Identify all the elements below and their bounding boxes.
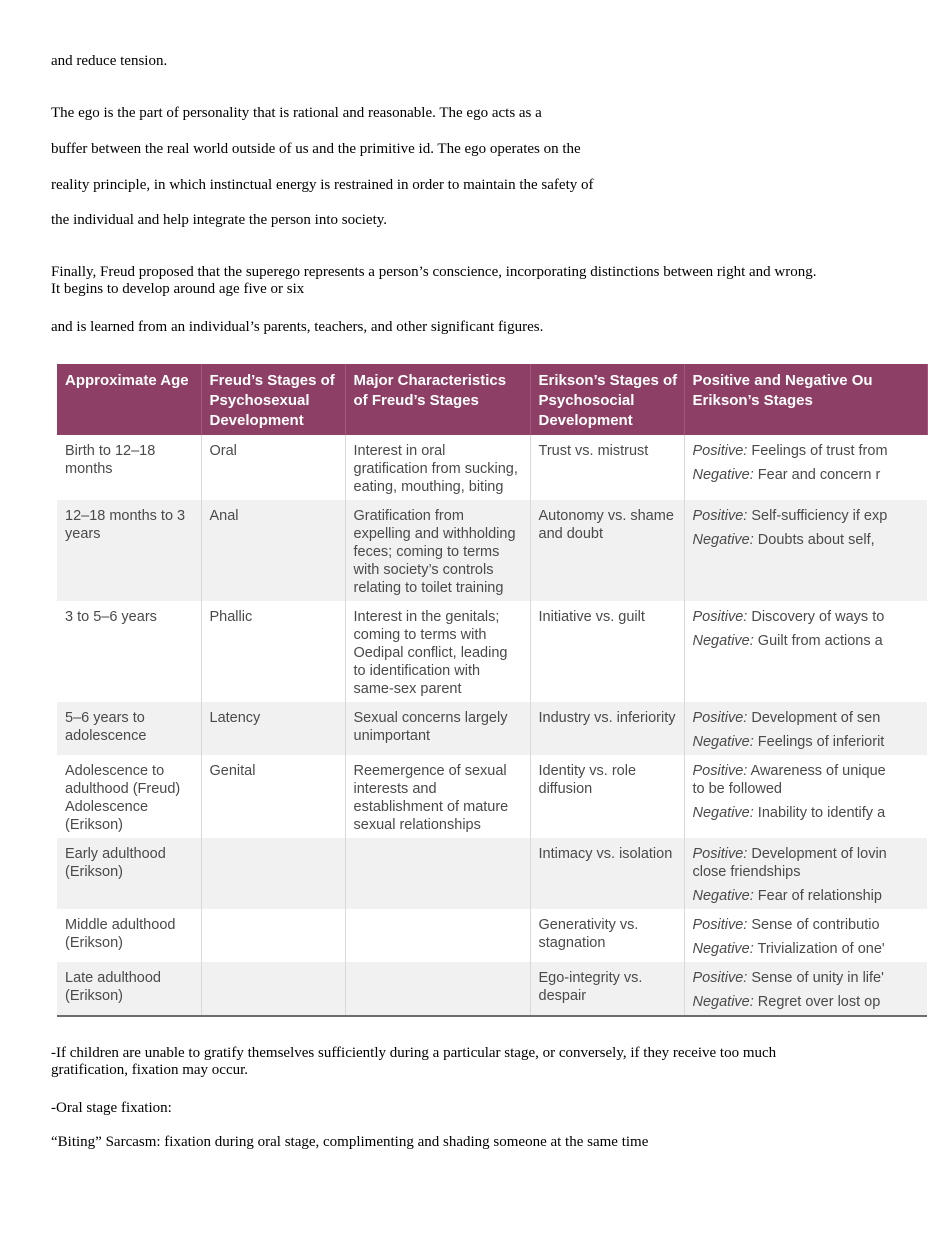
negative-text: Feelings of inferiorit (753, 734, 885, 750)
paragraph-text: -If children are unable to gratify themselves sufficiently during a particular stage, or conversely, if they receive too much gratification, fixation may occur. (51, 1045, 777, 1078)
positive-label: Positive: (692, 508, 748, 524)
outcomes-cell (684, 500, 927, 601)
age-cell: 3 to 5–6 years (57, 601, 201, 702)
negative-label: Negative: (692, 805, 754, 821)
outcomes-cell (684, 435, 927, 500)
freud-stage-cell: Latency (201, 702, 345, 755)
age-cell: Late adulthood (Erikson) (57, 962, 201, 1016)
positive-text: Development of sen (747, 710, 881, 726)
erikson-stage-cell: Autonomy vs. shame and doubt (530, 500, 684, 601)
outcomes-cell (684, 702, 927, 755)
positive-text: Feelings of trust from (747, 443, 888, 459)
negative-label: Negative: (692, 888, 754, 904)
age-cell: 5–6 years to adolescence (57, 702, 201, 755)
paragraph-text: and is learned from an individual’s parents, teachers, and other significant figures. (51, 319, 544, 335)
header-cell: Erikson’s Stages of Psychosocial Development (530, 364, 684, 435)
characteristics-cell: Gratification from expelling and withholding feces; coming to terms with society’s controls relating to toilet training (345, 500, 530, 601)
positive-text: Sense of unity in life' (747, 970, 884, 986)
header-cell: Approximate Age (57, 364, 201, 435)
characteristics-cell: Reemergence of sexual interests and establishment of mature sexual relationships (345, 755, 530, 838)
characteristics-cell (345, 909, 530, 962)
negative-label: Negative: (692, 994, 754, 1010)
freud-stage-cell: Oral (201, 435, 345, 500)
characteristics-cell (345, 962, 530, 1016)
freud-stage-cell: Anal (201, 500, 345, 601)
positive-text: Discovery of ways to (747, 609, 885, 625)
negative-text: Guilt from actions a (753, 633, 883, 649)
table-row (57, 601, 927, 702)
paragraph-text: Finally, Freud proposed that the superego represents a person’s conscience, incorporating distinctions between right and wrong. It begins to develop around age five or six (51, 264, 817, 297)
stages-table (57, 364, 928, 1017)
paragraph-text: and reduce tension. (51, 53, 168, 69)
erikson-stage-cell: Trust vs. mistrust (530, 435, 684, 500)
paragraph-text: -Oral stage fixation: (51, 1100, 172, 1116)
negative-text: Trivialization of one' (753, 941, 885, 957)
paragraph-text: “Biting” Sarcasm: fixation during oral stage, complimenting and shading someone at the same time (51, 1134, 649, 1150)
outcomes-cell (684, 601, 927, 702)
erikson-stage-cell: Initiative vs. guilt (530, 601, 684, 702)
positive-label: Positive: (692, 917, 748, 933)
negative-text: Inability to identify a (753, 805, 886, 821)
positive-text: Awareness of unique (747, 763, 886, 779)
negative-text: Regret over lost op (753, 994, 881, 1010)
header-cell: Positive and Negative Ou Erikson’s Stages (684, 364, 927, 435)
paragraph-text: the individual and help integrate the person into society. (51, 212, 388, 228)
negative-label: Negative: (692, 467, 754, 483)
positive-label: Positive: (692, 970, 748, 986)
table-row (57, 962, 927, 1016)
table-header-row (57, 364, 927, 435)
table-row (57, 909, 927, 962)
age-cell: Early adulthood (Erikson) (57, 838, 201, 909)
age-cell: Adolescence to adulthood (Freud) Adolescence (Erikson) (57, 755, 201, 838)
erikson-stage-cell: Intimacy vs. isolation (530, 838, 684, 909)
age-cell: 12–18 months to 3 years (57, 500, 201, 601)
freud-stage-cell (201, 909, 345, 962)
negative-text: Fear and concern r (753, 467, 881, 483)
freud-stage-cell: Genital (201, 755, 345, 838)
freud-stage-cell: Phallic (201, 601, 345, 702)
negative-label: Negative: (692, 734, 754, 750)
paragraph-text: buffer between the real world outside of us and the primitive id. The ego operates on the (51, 141, 581, 157)
table-row (57, 755, 927, 838)
paragraph-text: reality principle, in which instinctual energy is restrained in order to maintain the safety of (51, 177, 594, 193)
characteristics-cell: Interest in oral gratification from sucking, eating, mouthing, biting (345, 435, 530, 500)
characteristics-cell: Sexual concerns largely unimportant (345, 702, 530, 755)
erikson-stage-cell: Generativity vs. stagnation (530, 909, 684, 962)
outcomes-cell (684, 909, 927, 962)
outcomes-cell (684, 838, 927, 909)
negative-text: Fear of relationship (753, 888, 882, 904)
erikson-stage-cell: Ego-integrity vs. despair (530, 962, 684, 1016)
outcomes-cell (684, 755, 927, 838)
freud-stage-cell (201, 838, 345, 909)
negative-label: Negative: (692, 633, 754, 649)
characteristics-cell (345, 838, 530, 909)
freud-stage-cell (201, 962, 345, 1016)
negative-label: Negative: (692, 532, 754, 548)
header-cell: Major Characteristics of Freud’s Stages (345, 364, 530, 435)
stages-table-image (57, 364, 888, 1010)
table-row (57, 838, 927, 909)
header-cell: Freud’s Stages of Psychosexual Development (201, 364, 345, 435)
table-row (57, 702, 927, 755)
characteristics-cell: Interest in the genitals; coming to terms with Oedipal conflict, leading to identification with same-sex parent (345, 601, 530, 702)
table-row (57, 435, 927, 500)
positive-label: Positive: (692, 763, 748, 779)
positive-label: Positive: (692, 846, 748, 862)
positive-text-cont: close friendships (692, 864, 801, 880)
positive-label: Positive: (692, 609, 748, 625)
positive-text: Development of lovin (747, 846, 887, 862)
erikson-stage-cell: Industry vs. inferiority (530, 702, 684, 755)
outcomes-cell (684, 962, 927, 1016)
positive-text: Self-sufficiency if exp (747, 508, 888, 524)
age-cell: Middle adulthood (Erikson) (57, 909, 201, 962)
negative-label: Negative: (692, 941, 754, 957)
age-cell: Birth to 12–18 months (57, 435, 201, 500)
positive-text-cont: to be followed (692, 781, 782, 797)
negative-text: Doubts about self, (753, 532, 875, 548)
positive-text: Sense of contributio (747, 917, 880, 933)
positive-label: Positive: (692, 443, 748, 459)
positive-label: Positive: (692, 710, 748, 726)
paragraph-text: The ego is the part of personality that is rational and reasonable. The ego acts as a (51, 105, 542, 121)
table-row (57, 500, 927, 601)
erikson-stage-cell: Identity vs. role diffusion (530, 755, 684, 838)
